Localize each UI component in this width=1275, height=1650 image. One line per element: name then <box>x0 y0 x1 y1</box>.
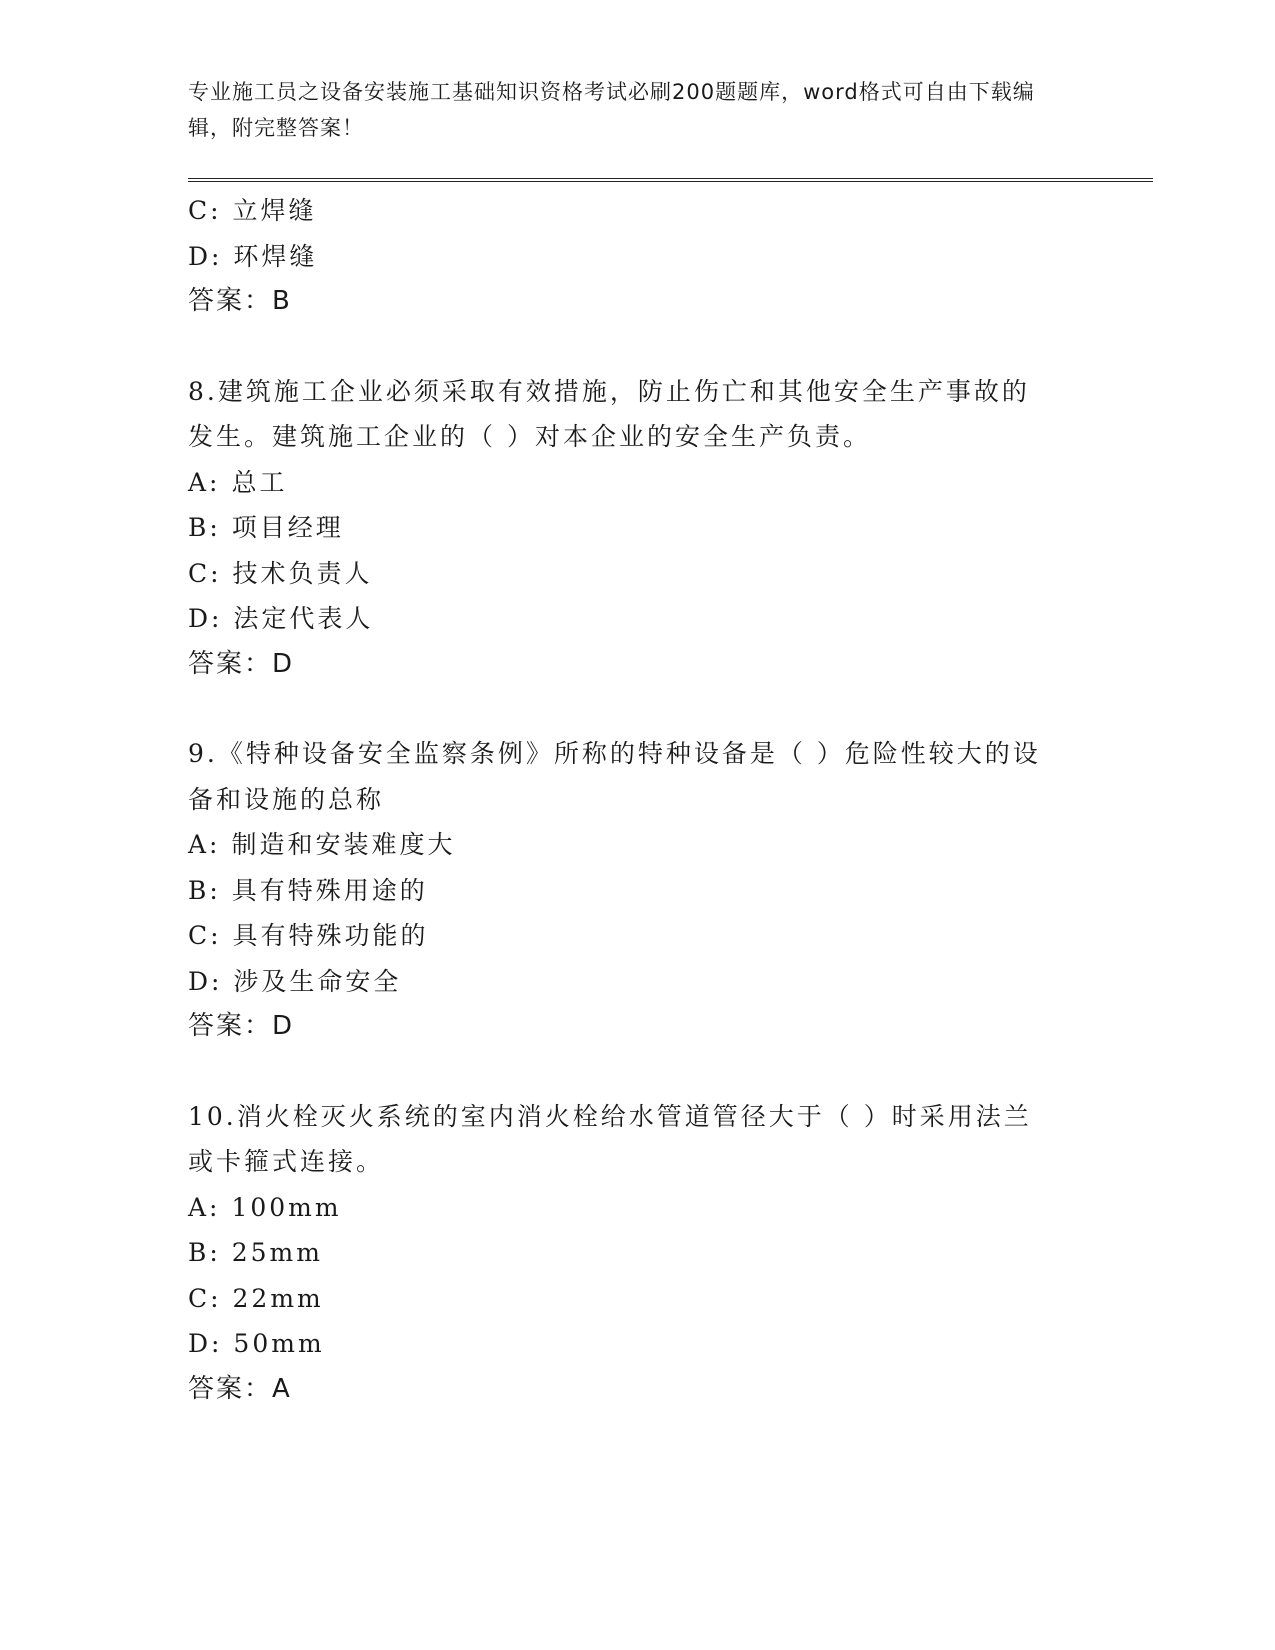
answer-line: 答案：D <box>188 1011 295 1041</box>
question-text-line: 备和设施的总称 <box>188 784 385 814</box>
option-key: C: <box>188 1283 222 1313</box>
option-b <box>188 505 1088 551</box>
option-text: 技术负责人 <box>232 558 373 588</box>
question-text-line: 发生。建筑施工企业的（ ）对本企业的安全生产负责。 <box>188 422 871 451</box>
option-a <box>188 822 1088 868</box>
option-d <box>188 959 1088 1005</box>
option-key: B: <box>188 513 221 542</box>
option-text: 制造和安装难度大 <box>231 830 456 859</box>
option-text: 涉及生命安全 <box>233 966 402 996</box>
option-b <box>188 1230 1088 1276</box>
answer-line: 答案：A <box>188 1373 292 1404</box>
question-text-line: 或卡箍式连接。 <box>188 1147 385 1176</box>
option-text: 25mm <box>231 1238 323 1267</box>
option-c <box>188 188 1088 234</box>
option-text: 项目经理 <box>231 513 344 542</box>
option-key: B: <box>188 1238 221 1267</box>
option-a <box>188 1185 1088 1231</box>
option-c <box>188 1276 1088 1322</box>
option-a <box>188 460 1088 506</box>
option-text: 100mm <box>231 1192 342 1222</box>
answer-line: 答案：D <box>188 648 295 679</box>
question-text-line: 8.建筑施工企业必须采取有效措施，防止伤亡和其他安全生产事故的 <box>188 376 1030 406</box>
document-title: 专业施工员之设备安装施工基础知识资格考试必刷200题题库，word格式可自由下载编辑，附完整答案！ <box>188 80 1035 140</box>
option-key: D: <box>188 604 223 633</box>
option-key: A: <box>188 830 221 859</box>
option-d <box>188 234 1088 280</box>
question-8 <box>188 369 1088 688</box>
option-d <box>188 1321 1088 1367</box>
option-text: 法定代表人 <box>233 604 374 633</box>
option-key: A: <box>188 467 221 497</box>
option-key: C: <box>188 196 222 225</box>
answer-line: 答案：B <box>188 286 292 316</box>
option-text: 立焊缝 <box>232 196 317 225</box>
question-9 <box>188 731 1088 1050</box>
page-header <box>188 74 1068 146</box>
question-text-line: 9.《特种设备安全监察条例》所称的特种设备是（ ）危险性较大的设 <box>188 739 1041 768</box>
option-b <box>188 868 1088 914</box>
option-text: 具有特殊用途的 <box>231 875 428 905</box>
option-c <box>188 913 1088 959</box>
option-key: D: <box>188 1329 223 1358</box>
option-key: A: <box>188 1192 221 1222</box>
option-text: 50mm <box>233 1329 325 1358</box>
option-text: 22mm <box>232 1283 324 1313</box>
option-text: 具有特殊功能的 <box>232 921 429 950</box>
option-key: C: <box>188 558 222 588</box>
continued-question <box>188 188 1088 325</box>
option-key: C: <box>188 921 222 950</box>
question-content <box>188 188 1088 1412</box>
option-c <box>188 551 1088 597</box>
option-key: B: <box>188 875 221 905</box>
question-text-line: 10.消火栓灭火系统的室内消火栓给水管道管径大于（ ）时采用法兰 <box>188 1101 1032 1131</box>
option-text: 总工 <box>231 467 288 497</box>
option-text: 环焊缝 <box>233 241 318 271</box>
option-key: D: <box>188 966 223 996</box>
question-10 <box>188 1094 1088 1413</box>
option-key: D: <box>188 241 223 271</box>
option-d <box>188 596 1088 642</box>
header-divider <box>188 178 1153 182</box>
